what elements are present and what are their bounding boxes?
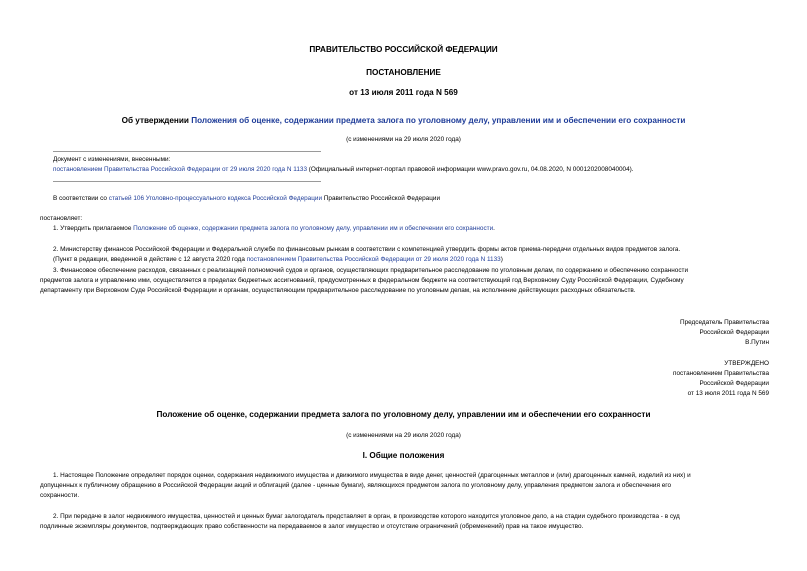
annex-edition-note: (с изменениями на 29 июля 2020 года) <box>346 432 461 439</box>
changes-link[interactable]: постановлением Правительства Российской Федерации от 29 июля 2020 года N 1133 <box>53 166 307 173</box>
item-3-line-3: департаменту при Верховном Суде Российской Федерации и органам, осуществляющим предварительное расследование по уголовным делам, на исполнение действующих расходных обязательств. <box>40 287 636 294</box>
signature-name: В.Путин <box>745 339 769 346</box>
item-1-after: . <box>493 225 495 232</box>
document-type: ПОСТАНОВЛЕНИЕ <box>366 68 441 77</box>
item-1 <box>53 224 495 233</box>
approved-heading: УТВЕРЖДЕНО <box>724 360 769 367</box>
preamble-link[interactable]: статьей 106 Уголовно-процессуального кодекса Российской Федерации <box>108 195 323 202</box>
document-title <box>0 116 807 125</box>
annex-title: Положение об оценке, содержании предмета залога по уголовному делу, управлении им и обеспечении его сохранности <box>156 410 651 419</box>
p1-line-1: 1. Настоящее Положение определяет порядок оценки, содержания недвижимого имущества и движимого имущества в виде денег, ценностей (драгоценных металлов и (или) драгоценных камней, изделий из них) и <box>53 472 691 479</box>
changes-source <box>53 165 634 174</box>
changes-rest: (Официальный интернет-портал правовой информации www.pravo.gov.ru, 04.08.2020, N 0001202008040004). <box>307 166 634 173</box>
approved-country: Российской Федерации <box>699 380 769 387</box>
item-2-note-link[interactable]: постановлением Правительства Российской Федерации от 29 июля 2020 года N 1133 <box>246 256 501 263</box>
title-link[interactable]: Положения об оценке, содержании предмета залога по уголовному делу, управлении им и обеспечении его сохранности <box>191 116 686 125</box>
item-3-line-1: 3. Финансовое обеспечение расходов, связанных с реализацией полномочий судов и органов, осуществляющих предварительное расследование по уголовным делам, по содержанию и обеспечению сохранности <box>53 267 689 274</box>
top-rule <box>53 151 321 152</box>
resolves-word: постановляет: <box>40 215 83 222</box>
p1-line-2: допущенных к публичному обращению в Российской Федерации акций и облигаций (далее - ценные бумаги), являющихся предметом залога по уголовному делу, управления предметом залога и обеспечения его <box>40 482 672 489</box>
preamble <box>53 194 440 203</box>
signature-country: Российской Федерации <box>699 329 769 336</box>
p2-line-2: подлинные экземпляры документов, подтверждающих право собственности на передаваемое в залог имущество и отсутствие ограничений (обременений) прав на такое имущество. <box>40 523 584 530</box>
document-date-number: от 13 июля 2011 года N 569 <box>349 88 458 97</box>
preamble-before: В соответствии со <box>53 195 109 202</box>
approved-date: от 13 июля 2011 года N 569 <box>687 390 769 397</box>
edition-note: (с изменениями на 29 июля 2020 года) <box>346 136 461 143</box>
section-heading: I. Общие положения <box>362 451 445 460</box>
item-2-note-before: (Пункт в редакции, введенной в действие с 12 августа 2020 года <box>53 256 247 263</box>
bottom-rule <box>53 181 321 182</box>
item-1-link[interactable]: Положение об оценке, содержании предмета залога по уголовному делу, управлении им и обеспечении его сохранности <box>133 225 494 232</box>
p2-line-1: 2. При передаче в залог недвижимого имущества, ценностей и ценных бумаг залогодатель представляет в орган, в производстве которого находится уголовное дело, а на стадии судебного производства - в суд <box>53 513 680 520</box>
item-2-note <box>53 255 503 264</box>
item-2-note-after: ) <box>500 256 503 263</box>
p1-line-3: сохранности. <box>40 492 80 499</box>
item-1-before: 1. Утвердить прилагаемое <box>53 225 134 232</box>
preamble-after: Правительство Российской Федерации <box>322 195 441 202</box>
item-2: 2. Министерству финансов Российской Федерации и Федеральной службе по финансовым рынкам в соответствии с компетенцией утвердить формы актов приема-передачи отдельных видов предметов залога. <box>53 246 681 253</box>
changes-intro: Документ с изменениями, внесенными: <box>53 156 171 163</box>
government-heading: ПРАВИТЕЛЬСТВО РОССИЙСКОЙ ФЕДЕРАЦИИ <box>309 45 498 54</box>
title-prefix: Об утверждении <box>121 116 192 125</box>
item-3-line-2: предметов залога и управлению ими, осуществляется в пределах бюджетных ассигнований, предусмотренных в федеральном бюджете на соответствующий год Верховному Суду Российской Федерации, Судебному <box>40 277 684 284</box>
approved-by: постановлением Правительства <box>673 370 769 377</box>
signature-title: Председатель Правительства <box>680 319 769 326</box>
